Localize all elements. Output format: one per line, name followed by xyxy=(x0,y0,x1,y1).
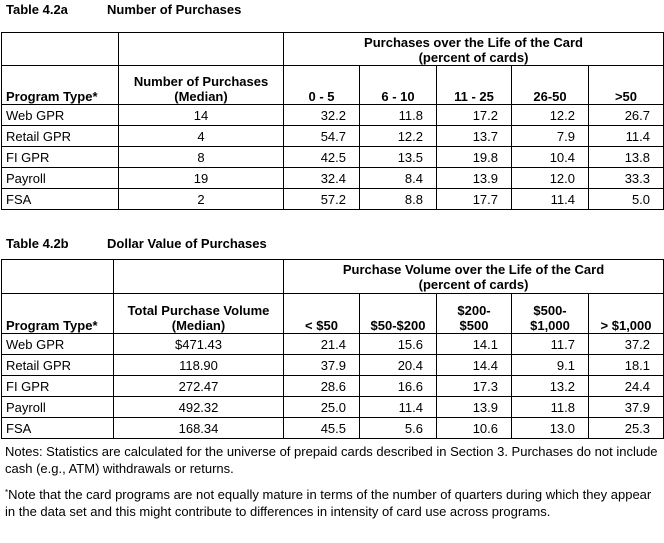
percent-cell: 8.8 xyxy=(360,189,437,210)
percent-cell: 11.4 xyxy=(360,397,437,418)
median-cell: 492.32 xyxy=(114,397,284,418)
table-a-label: Table 4.2a xyxy=(6,2,68,17)
percent-cell: 33.3 xyxy=(589,168,664,189)
percent-cell: 15.6 xyxy=(360,334,437,355)
table-row xyxy=(2,418,664,439)
table-row xyxy=(2,334,664,355)
table-b-group-header-row xyxy=(2,260,664,294)
percent-cell: 11.4 xyxy=(589,126,664,147)
table-row xyxy=(2,189,664,210)
percent-cell: 5.6 xyxy=(360,418,437,439)
percent-cell: 16.6 xyxy=(360,376,437,397)
percent-cell: 37.2 xyxy=(589,334,664,355)
program-type-cell: FI GPR xyxy=(2,147,119,168)
median-cell: 8 xyxy=(119,147,284,168)
percent-cell: 14.4 xyxy=(437,355,512,376)
percent-cell: 32.2 xyxy=(284,105,360,126)
table-b-col-header: $500- $1,000 xyxy=(512,294,589,334)
percent-cell: 12.2 xyxy=(512,105,589,126)
percent-cell: 13.8 xyxy=(589,147,664,168)
program-type-cell: Retail GPR xyxy=(2,126,119,147)
table-a-col-header: 26-50 xyxy=(512,66,589,105)
table-b-column-header-row xyxy=(2,294,664,334)
table-a-median-top-cell xyxy=(119,33,284,66)
table-b-median-header: Total Purchase Volume (Median) xyxy=(114,294,284,334)
percent-cell: 25.3 xyxy=(589,418,664,439)
median-cell: 19 xyxy=(119,168,284,189)
percent-cell: 12.0 xyxy=(512,168,589,189)
program-type-cell: Payroll xyxy=(2,397,114,418)
table-row xyxy=(2,126,664,147)
table-b-label: Table 4.2b xyxy=(6,236,69,251)
table-b-col-header: $200- $500 xyxy=(437,294,512,334)
percent-cell: 42.5 xyxy=(284,147,360,168)
percent-cell: 20.4 xyxy=(360,355,437,376)
percent-cell: 13.5 xyxy=(360,147,437,168)
table-b-body xyxy=(2,334,664,439)
median-cell: 2 xyxy=(119,189,284,210)
table-a-title: Number of Purchases xyxy=(107,2,242,17)
percent-cell: 28.6 xyxy=(284,376,360,397)
percent-cell: 13.7 xyxy=(437,126,512,147)
table-a-column-header-row xyxy=(2,66,664,105)
median-cell: 118.90 xyxy=(114,355,284,376)
percent-cell: 18.1 xyxy=(589,355,664,376)
median-cell: $471.43 xyxy=(114,334,284,355)
percent-cell: 13.9 xyxy=(437,168,512,189)
program-type-cell: Web GPR xyxy=(2,334,114,355)
table-a-col-header: 6 - 10 xyxy=(360,66,437,105)
table-b-title: Dollar Value of Purchases xyxy=(107,236,267,251)
program-type-cell: Payroll xyxy=(2,168,119,189)
table-row xyxy=(2,168,664,189)
percent-cell: 13.9 xyxy=(437,397,512,418)
percent-cell: 5.0 xyxy=(589,189,664,210)
percent-cell: 21.4 xyxy=(284,334,360,355)
program-type-cell: Retail GPR xyxy=(2,355,114,376)
percent-cell: 10.6 xyxy=(437,418,512,439)
percent-cell: 45.5 xyxy=(284,418,360,439)
percent-cell: 57.2 xyxy=(284,189,360,210)
percent-cell: 13.2 xyxy=(512,376,589,397)
percent-cell: 12.2 xyxy=(360,126,437,147)
percent-cell: 11.8 xyxy=(512,397,589,418)
percent-cell: 37.9 xyxy=(284,355,360,376)
table-row xyxy=(2,397,664,418)
table-a-group-header: Purchases over the Life of the Card (percent of cards) xyxy=(284,33,664,66)
percent-cell: 25.0 xyxy=(284,397,360,418)
percent-cell: 9.1 xyxy=(512,355,589,376)
percent-cell: 11.7 xyxy=(512,334,589,355)
table-b-group-header: Purchase Volume over the Life of the Card (percent of cards) xyxy=(284,260,664,294)
percent-cell: 17.3 xyxy=(437,376,512,397)
percent-cell: 54.7 xyxy=(284,126,360,147)
table-notes: Notes: Statistics are calculated for the universe of prepaid cards described in Section 3. Purchases do not include cash (e.g., ATM) withdrawals or returns. xyxy=(5,444,658,476)
table-a xyxy=(1,32,664,210)
table-row xyxy=(2,355,664,376)
table-b-caption xyxy=(6,236,267,251)
table-b xyxy=(1,259,664,439)
table-a-col-header: 11 - 25 xyxy=(437,66,512,105)
table-a-median-header: Number of Purchases (Median) xyxy=(119,66,284,105)
percent-cell: 11.8 xyxy=(360,105,437,126)
percent-cell: 37.9 xyxy=(589,397,664,418)
program-type-cell: Web GPR xyxy=(2,105,119,126)
percent-cell: 17.2 xyxy=(437,105,512,126)
percent-cell: 14.1 xyxy=(437,334,512,355)
program-type-cell: FSA xyxy=(2,418,114,439)
table-b-program-type-header: Program Type* xyxy=(2,294,114,334)
table-b-corner-cell xyxy=(2,260,114,294)
table-a-body xyxy=(2,105,664,210)
median-cell: 4 xyxy=(119,126,284,147)
table-a-col-header: 0 - 5 xyxy=(284,66,360,105)
percent-cell: 26.7 xyxy=(589,105,664,126)
percent-cell: 32.4 xyxy=(284,168,360,189)
table-b-col-header: < $50 xyxy=(284,294,360,334)
table-a-col-header: >50 xyxy=(589,66,664,105)
table-row xyxy=(2,147,664,168)
percent-cell: 8.4 xyxy=(360,168,437,189)
table-b-col-header: > $1,000 xyxy=(589,294,664,334)
footnote-marker: * xyxy=(5,488,9,497)
table-a-group-header-row xyxy=(2,33,664,66)
table-row xyxy=(2,105,664,126)
footnote xyxy=(5,486,659,520)
table-row xyxy=(2,376,664,397)
table-a-program-type-header: Program Type* xyxy=(2,66,119,105)
median-cell: 168.34 xyxy=(114,418,284,439)
percent-cell: 17.7 xyxy=(437,189,512,210)
percent-cell: 11.4 xyxy=(512,189,589,210)
footnote-text: Note that the card programs are not equally mature in terms of the number of quarters during which they appear in the data set and this might contribute to differences in intensity of card use across programs. xyxy=(5,487,652,519)
program-type-cell: FI GPR xyxy=(2,376,114,397)
program-type-cell: FSA xyxy=(2,189,119,210)
median-cell: 14 xyxy=(119,105,284,126)
table-a-corner-cell xyxy=(2,33,119,66)
percent-cell: 13.0 xyxy=(512,418,589,439)
percent-cell: 19.8 xyxy=(437,147,512,168)
percent-cell: 7.9 xyxy=(512,126,589,147)
median-cell: 272.47 xyxy=(114,376,284,397)
percent-cell: 24.4 xyxy=(589,376,664,397)
percent-cell: 10.4 xyxy=(512,147,589,168)
table-b-col-header: $50-$200 xyxy=(360,294,437,334)
table-a-caption xyxy=(6,2,241,17)
table-b-median-top-cell xyxy=(114,260,284,294)
